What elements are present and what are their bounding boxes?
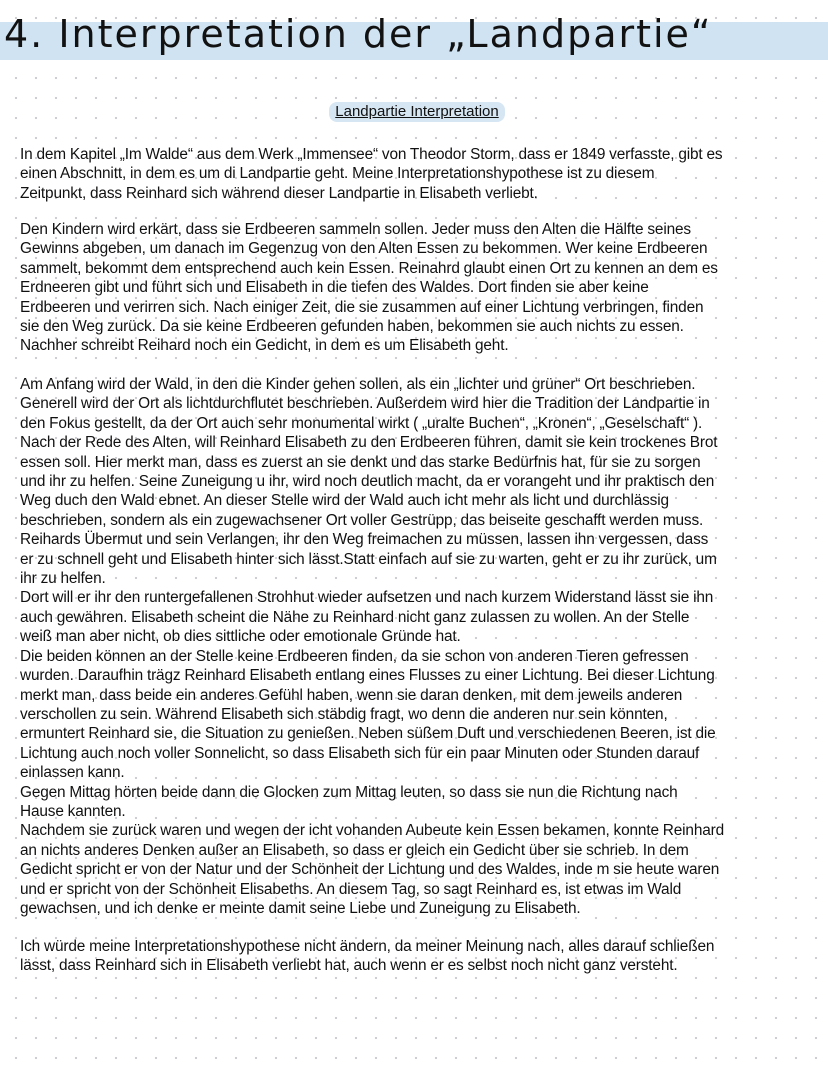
- text-line: ihr zu helfen.: [20, 570, 106, 588]
- text-line: sammelt, bekommt dem entsprechend auch kein Essen. Reinahrd glaubt einen Ort zu kennen an dem es: [20, 259, 718, 277]
- text-line: Erdneeren gibt und führt sich und Elisabeth in die tiefen des Waldes. Dort finden sie aber keine: [20, 279, 649, 297]
- text-line: Gedicht spricht er von der Natur und der Schönheit der Lichtung und des Waldes, inde m sie heute waren: [20, 861, 720, 879]
- paragraph-analysis: [20, 375, 820, 918]
- text-line: Am Anfang wird der Wald, in den die Kinder gehen sollen, als ein „lichter und grüner“ Ort beschrieben.: [20, 376, 696, 393]
- text-line: Nach der Rede des Alten, will Reinhard Elisabeth zu den Erdbeeren führen, damit sie kein trockenes Brot: [20, 434, 718, 452]
- text-line: Die beiden können an der Stelle keine Erdbeeren finden, da sie schon von anderen Tieren gefressen: [20, 647, 689, 665]
- text-line: merkt man, dass beide ein anderes Gefühl haben, wenn sie daran denken, mit dem jeweils anderen: [20, 686, 683, 704]
- text-line: Nachdem sie zurück waren und wegen der icht vohanden Aubeute kein Essen bekamen, konnte Reinhard: [20, 822, 725, 840]
- text-line: essen soll. Hier merkt man, dass es zuerst an sie denkt und das starke Bedürfnis hat, für sie zu sorgen: [20, 453, 701, 471]
- text-line: und er spricht von der Schönheit Elisabeths. An diesem Tag, so sagt Reinhard es, ist etwas im Wald: [20, 880, 682, 898]
- text-line: Den Kindern wird erkärt, dass sie Erdbeeren sammeln sollen. Jeder muss den Alten die Hälfte seines: [20, 221, 691, 238]
- text-line: Reihards Übermut und sein Verlangen, ihr den Weg freimachen zu müssen, lassen ihn vergessen, dass: [20, 531, 709, 549]
- text-line: Zeitpunkt, dass Reinhard sich während dieser Landpartie in Elisabeth verliebt.: [20, 184, 538, 202]
- text-line: gewachsen, und ich denke er meinte damit seine Liebe und Zuneigung zu Elisabeth.: [20, 899, 581, 917]
- text-line: und ihr zu helfen. Seine Zuneigung u ihr, wird noch deutlich macht, da er vorangeht und ihr praktisch den: [20, 473, 715, 491]
- text-line: Gegen Mittag hörten beide dann die Glocken zum Mittag leuten, so dass sie nun die Richtung nach: [20, 783, 678, 801]
- text-line: Gewinns abgeben, um danach im Gegenzug von den Alten Essen zu bekommen. Wer keine Erdbeeren: [20, 240, 708, 258]
- text-line: er zu schnell geht und Elisabeth hinter sich lässt.Statt einfach auf sie zu warten, geht er zu ihr zurück, um: [20, 550, 717, 568]
- text-line: beschrieben, sondern als ein zugewachsener Ort voller Gestrüpp, das beiseite geschafft werden muss.: [20, 511, 704, 529]
- text-line: Hause kannten.: [20, 802, 126, 820]
- text-line: verschollen zu sein. Während Elisabeth sich stäbdig fragt, wo denn die anderen nur sein könnten,: [20, 705, 668, 723]
- text-line: auch gewähren. Elisabeth scheint die Nähe zu Reinhard nicht ganz zulassen zu wollen. An der Stelle: [20, 608, 690, 626]
- paragraph-summary: [20, 220, 820, 356]
- text-line: Erdbeeren und verirren sich. Nach einiger Zeit, die sie zusammen auf einer Lichtung verbringen, finden: [20, 298, 704, 316]
- subtitle-row: [0, 102, 828, 122]
- text-line: ermuntert Reinhard sie, die Situation zu genießen. Neben süßem Duft und verschiedenen Beeren, ist die: [20, 725, 716, 743]
- text-line: an nichts anderes Denken außer an Elisabeth, so dass er gleich ein Gedicht über sie schrieb. In dem: [20, 841, 689, 859]
- text-line: weiß man aber nicht, ob dies sittliche oder emotionale Gründe hat.: [20, 628, 461, 646]
- text-line: Lichtung auch noch voller Sonnelicht, so dass Elisabeth sich für ein paar Minuten oder Stunden darauf: [20, 744, 700, 762]
- text-line: lässt, dass Reinhard sich in Elisabeth verliebt hat, auch wenn er es selbst noch nicht ganz versteht.: [20, 957, 678, 975]
- paragraph-conclusion: [20, 937, 820, 976]
- text-line: einen Abschnitt, in dem es um di Landpartie geht. Meine Interpretationshypothese ist zu diesem: [20, 165, 655, 183]
- text-line: wurden. Daraufhin trägz Reinhard Elisabeth entlang eines Flusses zu einer Lichtung. Bei dieser Lichtung: [20, 667, 715, 685]
- text-line: sie den Weg zurück. Da sie keine Erdbeeren gefunden haben, bekommen sie auch nichts zu essen.: [20, 318, 684, 336]
- text-line: einlassen kann.: [20, 764, 125, 782]
- text-line: Ich würde meine Interpretationshypothese nicht ändern, da meiner Meinung nach, alles darauf schließen: [20, 938, 715, 955]
- text-line: Nachher schreibt Reihard noch ein Gedicht, in dem es um Elisabeth geht.: [20, 337, 509, 355]
- document-subtitle: Landpartie Interpretation: [329, 102, 504, 122]
- text-line: Generell wird der Ort als lichtdurchflutet beschrieben. Außerdem wird hier die Tradition der Landpartie in: [20, 395, 710, 413]
- text-line: In dem Kapitel „Im Walde“ aus dem Werk „Immensee“ von Theodor Storm, dass er 1849 verfasste, gibt es: [20, 146, 723, 163]
- text-line: Weg duch den Wald ebnet. An dieser Stelle wird der Wald auch icht mehr als licht und durchlässig: [20, 492, 669, 510]
- text-line: Dort will er ihr den runtergefallenen Strohhut wieder aufsetzen und nach kurzem Widerstand lässt sie ihn: [20, 589, 714, 607]
- page-title: 4. Interpretation der „Landpartie“: [4, 12, 713, 56]
- text-line: den Fokus gestellt, da der Ort auch sehr monumental wirkt ( „uralte Buchen“, „Kronen“, „Geselschaft“ ).: [20, 414, 703, 432]
- paragraph-intro: [20, 145, 820, 203]
